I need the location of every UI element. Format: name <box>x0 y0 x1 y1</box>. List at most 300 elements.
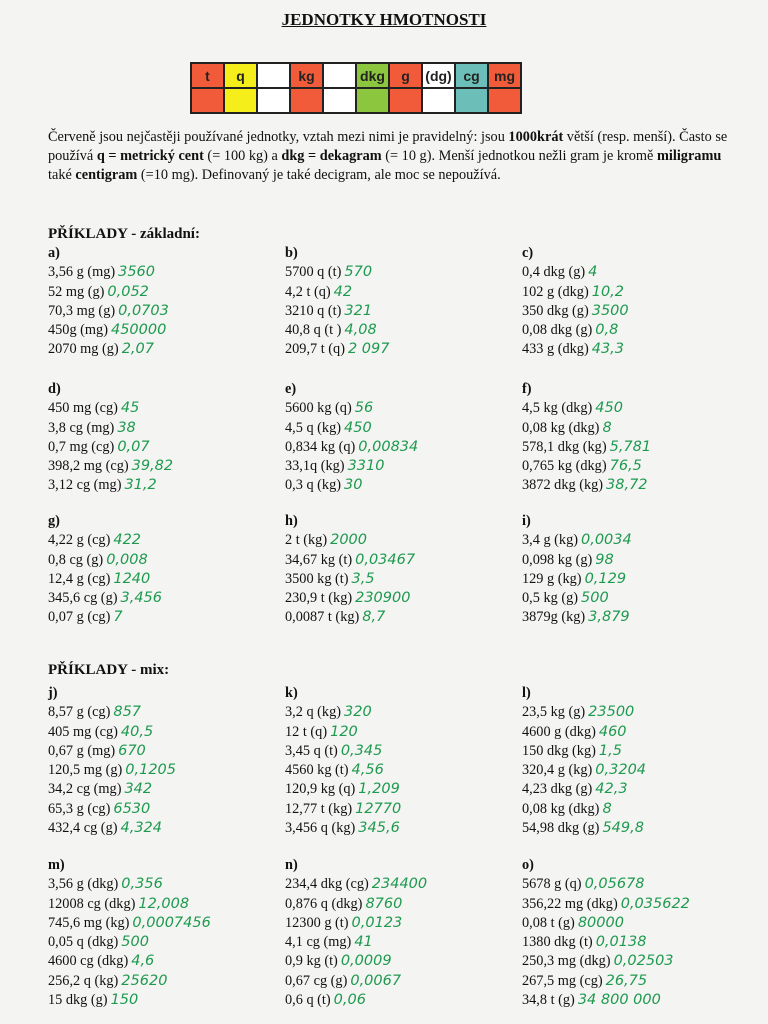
exercise-question: 3210 q (t) <box>285 302 342 319</box>
handwritten-answer: 3560 <box>118 264 156 281</box>
exercise-row <box>48 875 211 894</box>
exercise-question: 3,8 cg (mg) <box>48 419 115 436</box>
exercise-row <box>522 972 690 991</box>
exercise-question: 52 mg (g) <box>48 283 105 300</box>
exercise-row <box>522 895 690 914</box>
exercise-question: 34,8 t (g) <box>522 992 575 1009</box>
exercise-block <box>522 856 690 1010</box>
exercise-question: 0,834 kg (q) <box>285 438 356 455</box>
handwritten-answer: 26,75 <box>605 972 648 989</box>
exercise-row <box>285 476 418 495</box>
intro-bold: centigram <box>75 167 138 183</box>
exercise-row <box>522 952 690 971</box>
handwritten-answer: 12770 <box>355 800 402 817</box>
unit-cell-color <box>389 88 422 113</box>
handwritten-answer: 30 <box>344 477 363 494</box>
handwritten-answer: 570 <box>344 264 373 281</box>
exercise-question: 0,5 kg (g) <box>522 590 578 607</box>
exercise-row <box>48 438 173 457</box>
exercise-question: 2 t (kg) <box>285 532 328 549</box>
exercise-question: 0,05 q (dkg) <box>48 934 119 951</box>
unit-color-row <box>191 88 521 113</box>
exercise-row <box>285 723 401 742</box>
exercise-label: j) <box>48 685 58 701</box>
exercise-row <box>48 302 169 321</box>
intro-paragraph <box>48 128 738 185</box>
handwritten-answer: 0,035622 <box>620 895 690 912</box>
exercise-row <box>522 399 651 418</box>
unit-scale-table <box>190 62 522 114</box>
exercise-row <box>48 457 173 476</box>
exercise-question: 433 g (dkg) <box>522 341 589 358</box>
exercise-row <box>522 933 690 952</box>
exercise-question: 230,9 t (kg) <box>285 590 353 607</box>
exercise-block <box>285 380 418 496</box>
handwritten-answer: 670 <box>118 742 146 759</box>
exercise-question: 129 g (kg) <box>522 570 582 587</box>
exercise-block <box>285 244 389 360</box>
exercise-row <box>285 761 401 780</box>
unit-cell-label: dkg <box>356 63 389 88</box>
handwritten-answer: 8760 <box>365 895 403 912</box>
unit-cell-label: kg <box>290 63 323 88</box>
unit-cell-color <box>191 88 224 113</box>
handwritten-answer: 38,72 <box>606 477 648 494</box>
exercise-block <box>48 856 211 1010</box>
exercise-row <box>48 283 169 302</box>
exercise-block <box>522 684 646 838</box>
handwritten-answer: 0,00834 <box>358 438 419 455</box>
exercise-row <box>522 608 632 627</box>
exercise-label: b) <box>285 245 298 261</box>
handwritten-answer: 4,6 <box>131 953 155 970</box>
exercise-row <box>285 991 427 1010</box>
handwritten-answer: 31,2 <box>124 477 157 494</box>
unit-cell-label: t <box>191 63 224 88</box>
exercise-label: m) <box>48 857 65 873</box>
unit-cell-color <box>224 88 257 113</box>
exercise-question: 0,07 g (cg) <box>48 609 111 626</box>
section-heading-mix <box>48 662 169 679</box>
exercise-row <box>522 531 632 550</box>
exercise-question: 2070 mg (g) <box>48 341 119 358</box>
exercise-question: 65,3 g (cg) <box>48 800 111 817</box>
handwritten-answer: 38 <box>117 419 136 436</box>
handwritten-answer: 0,03467 <box>355 551 416 568</box>
handwritten-answer: 150 <box>110 992 139 1009</box>
handwritten-answer: 42 <box>333 283 353 300</box>
intro-text: Červeně jsou nejčastěji používané jednotky, vztah mezi nimi je pravidelný: jsou <box>48 129 509 145</box>
exercise-block <box>48 684 176 838</box>
exercise-question: 8,57 g (cg) <box>48 704 111 721</box>
handwritten-answer: 3310 <box>347 458 385 475</box>
exercise-label: e) <box>285 381 297 397</box>
unit-cell-color <box>356 88 389 113</box>
exercise-question: 450g (mg) <box>48 322 108 339</box>
exercise-row <box>285 551 415 570</box>
handwritten-answer: 0,0067 <box>350 972 402 989</box>
exercise-row <box>48 742 176 761</box>
exercise-row <box>285 570 415 589</box>
handwritten-answer: 857 <box>113 704 142 721</box>
handwritten-answer: 321 <box>344 302 373 319</box>
exercise-row <box>48 895 211 914</box>
exercise-row <box>285 952 427 971</box>
exercise-question: 4,1 cg (mg) <box>285 934 352 951</box>
exercise-row <box>285 321 389 340</box>
exercise-question: 250,3 mg (dkg) <box>522 953 611 970</box>
exercise-question: 23,5 kg (g) <box>522 704 586 721</box>
exercise-row <box>522 302 629 321</box>
exercise-question: 102 g (dkg) <box>522 283 589 300</box>
handwritten-answer: 234400 <box>371 876 428 893</box>
exercise-question: 0,67 cg (g) <box>285 972 348 989</box>
handwritten-answer: 4,324 <box>120 820 162 837</box>
handwritten-answer: 76,5 <box>609 458 642 475</box>
exercise-row <box>285 895 427 914</box>
handwritten-answer: 1,5 <box>598 742 622 759</box>
exercise-question: 578,1 dkg (kg) <box>522 438 607 455</box>
exercise-row <box>522 551 632 570</box>
exercise-question: 4,2 t (q) <box>285 283 331 300</box>
exercise-row <box>522 419 651 438</box>
exercise-question: 209,7 t (q) <box>285 341 345 358</box>
exercise-question: 1380 dkg (t) <box>522 934 593 951</box>
exercise-row <box>48 952 211 971</box>
exercise-question: 4600 g (dkg) <box>522 723 596 740</box>
exercise-question: 0,3 q (kg) <box>285 477 341 494</box>
handwritten-answer: 8 <box>602 419 612 436</box>
handwritten-answer: 345,6 <box>358 820 400 837</box>
handwritten-answer: 0,8 <box>595 322 619 339</box>
handwritten-answer: 41 <box>354 934 373 951</box>
handwritten-answer: 0,07 <box>117 438 150 455</box>
intro-text: větší (resp. menší). Často se používá <box>48 129 728 164</box>
exercise-label: k) <box>285 685 298 701</box>
exercise-question: 150 dkg (kg) <box>522 742 596 759</box>
exercise-label: d) <box>48 381 61 397</box>
exercise-question: 356,22 mg (dkg) <box>522 895 618 912</box>
exercise-row <box>48 340 169 359</box>
exercise-question: 745,6 mg (kg) <box>48 914 130 931</box>
section-title: PŘÍKLADY - <box>48 226 140 242</box>
handwritten-answer: 120 <box>330 723 358 740</box>
exercise-row <box>522 742 646 761</box>
exercise-row <box>48 723 176 742</box>
exercise-question: 4600 cg (dkg) <box>48 953 129 970</box>
exercise-question: 3,56 g (mg) <box>48 264 116 281</box>
exercise-question: 34,67 kg (t) <box>285 551 353 568</box>
exercise-question: 120,9 kg (q) <box>285 781 356 798</box>
handwritten-answer: 0,0034 <box>581 532 632 549</box>
handwritten-answer: 0,0138 <box>595 934 647 951</box>
exercise-row <box>285 589 415 608</box>
exercise-row <box>522 263 629 282</box>
exercise-question: 4,5 kg (dkg) <box>522 400 593 417</box>
exercise-question: 0,67 g (mg) <box>48 742 116 759</box>
exercise-row <box>285 263 389 282</box>
exercise-question: 320,4 g (kg) <box>522 762 593 779</box>
handwritten-answer: 8 <box>602 800 612 817</box>
exercise-row <box>522 991 690 1010</box>
handwritten-answer: 43,3 <box>591 341 625 358</box>
exercise-question: 345,6 cg (g) <box>48 590 118 607</box>
exercise-question: 12300 g (t) <box>285 914 349 931</box>
exercise-question: 3872 dkg (kg) <box>522 477 604 494</box>
intro-text: také <box>48 167 76 183</box>
unit-label-row <box>191 63 521 88</box>
handwritten-answer: 98 <box>595 551 614 568</box>
handwritten-answer: 0,0703 <box>118 302 169 319</box>
exercise-question: 0,08 dkg (g) <box>522 322 593 339</box>
exercise-question: 405 mg (cg) <box>48 723 118 740</box>
exercise-question: 3500 kg (t) <box>285 570 349 587</box>
exercise-row <box>48 780 176 799</box>
exercise-question: 40,8 q (t ) <box>285 322 342 339</box>
handwritten-answer: 1240 <box>113 570 151 587</box>
exercise-question: 5600 kg (q) <box>285 400 352 417</box>
exercise-row <box>285 933 427 952</box>
exercise-label: a) <box>48 245 60 261</box>
exercise-question: 0,7 mg (cg) <box>48 438 115 455</box>
exercise-label: o) <box>522 857 534 873</box>
exercise-block <box>285 512 415 628</box>
handwritten-answer: 4,08 <box>344 322 377 339</box>
exercise-question: 350 dkg (g) <box>522 302 589 319</box>
exercise-row <box>48 703 176 722</box>
exercise-label: c) <box>522 245 534 261</box>
handwritten-answer: 2000 <box>330 532 367 549</box>
exercise-question: 0,4 dkg (g) <box>522 264 586 281</box>
handwritten-answer: 0,356 <box>121 876 163 893</box>
handwritten-answer: 0,3204 <box>595 762 647 779</box>
exercise-row <box>285 875 427 894</box>
exercise-question: 4560 kg (t) <box>285 762 349 779</box>
handwritten-answer: 40,5 <box>120 723 154 740</box>
exercise-row <box>522 761 646 780</box>
handwritten-answer: 2,07 <box>121 341 154 358</box>
handwritten-answer: 0,1205 <box>125 762 177 779</box>
exercise-question: 432,4 cg (g) <box>48 820 118 837</box>
exercise-row <box>522 819 646 838</box>
exercise-block <box>48 512 162 628</box>
exercise-question: 398,2 mg (cg) <box>48 458 129 475</box>
exercise-question: 3,45 q (t) <box>285 742 338 759</box>
handwritten-answer: 450 <box>595 400 623 417</box>
exercise-row <box>522 321 629 340</box>
unit-cell-color <box>455 88 488 113</box>
exercise-row <box>285 742 401 761</box>
exercise-block <box>522 244 629 360</box>
exercise-block <box>285 684 401 838</box>
exercise-label: g) <box>48 513 60 529</box>
exercise-question: 256,2 q (kg) <box>48 972 119 989</box>
exercise-row <box>522 780 646 799</box>
section-title: PŘÍKLADY - <box>48 662 140 678</box>
exercise-question: 0,08 kg (dkg) <box>522 800 600 817</box>
exercise-question: 3,12 cg (mg) <box>48 477 122 494</box>
exercise-row <box>285 608 415 627</box>
exercise-block <box>522 512 632 628</box>
exercise-row <box>285 703 401 722</box>
handwritten-answer: 230900 <box>355 590 411 607</box>
exercise-row <box>285 302 389 321</box>
exercise-question: 4,22 g (cg) <box>48 532 111 549</box>
handwritten-answer: 7 <box>113 609 123 626</box>
handwritten-answer: 3,5 <box>351 570 375 587</box>
handwritten-answer: 0,129 <box>584 570 627 587</box>
handwritten-answer: 8,7 <box>362 609 386 626</box>
exercise-row <box>285 438 418 457</box>
intro-text: (= 100 kg) a <box>203 148 282 164</box>
exercise-row <box>522 438 651 457</box>
exercise-question: 4,5 q (kg) <box>285 419 341 436</box>
exercise-block <box>48 244 169 360</box>
exercise-question: 0,6 q (t) <box>285 992 331 1009</box>
unit-cell-color <box>290 88 323 113</box>
intro-bold: miligramu <box>656 148 722 164</box>
exercise-row <box>522 800 646 819</box>
exercise-question: 12008 cg (dkg) <box>48 895 136 912</box>
page-title: JEDNOTKY HMOTNOSTI <box>281 10 487 29</box>
exercise-question: 12 t (q) <box>285 723 328 740</box>
exercise-row <box>48 589 162 608</box>
exercise-row <box>48 800 176 819</box>
exercise-row <box>48 608 162 627</box>
exercise-row <box>285 457 418 476</box>
handwritten-answer: 0,008 <box>106 551 148 568</box>
exercise-question: 3,4 g (kg) <box>522 532 578 549</box>
exercise-question: 54,98 dkg (g) <box>522 820 600 837</box>
exercise-row <box>48 321 169 340</box>
intro-text: (=10 mg). Definovaný je také decigram, ale moc se nepoužívá. <box>137 167 501 183</box>
exercise-block <box>522 380 651 496</box>
exercise-row <box>48 476 173 495</box>
exercise-row <box>285 914 427 933</box>
exercise-question: 0,08 kg (dkg) <box>522 419 600 436</box>
exercise-question: 4,23 dkg (g) <box>522 781 593 798</box>
unit-cell-label: cg <box>455 63 488 88</box>
unit-cell-color <box>488 88 521 113</box>
section-heading-basic <box>48 226 200 243</box>
exercise-row <box>285 800 401 819</box>
handwritten-answer: 80000 <box>577 914 624 931</box>
exercise-row <box>285 399 418 418</box>
exercise-row <box>48 551 162 570</box>
exercise-row <box>522 340 629 359</box>
exercise-row <box>48 399 173 418</box>
exercise-question: 3,56 g (dkg) <box>48 876 119 893</box>
exercise-row <box>285 972 427 991</box>
exercise-question: 267,5 mg (cg) <box>522 972 603 989</box>
section-subtitle: základní: <box>139 226 200 242</box>
exercise-question: 0,08 t (g) <box>522 914 575 931</box>
section-subtitle: mix: <box>139 662 170 678</box>
handwritten-answer: 39,82 <box>131 458 174 475</box>
exercise-label: h) <box>285 513 298 529</box>
exercise-row <box>48 819 176 838</box>
unit-cell-label: mg <box>488 63 521 88</box>
unit-cell-color <box>422 88 455 113</box>
exercise-row <box>285 780 401 799</box>
unit-cell-label: q <box>224 63 257 88</box>
handwritten-answer: 450000 <box>110 322 167 339</box>
exercise-question: 5678 g (q) <box>522 876 582 893</box>
exercise-question: 450 mg (cg) <box>48 400 118 417</box>
exercise-row <box>522 723 646 742</box>
exercise-row <box>48 570 162 589</box>
exercise-row <box>48 531 162 550</box>
handwritten-answer: 450 <box>344 419 372 436</box>
exercise-row <box>522 914 690 933</box>
exercise-row <box>285 340 389 359</box>
exercise-block <box>48 380 173 496</box>
handwritten-answer: 34 800 000 <box>577 992 661 1009</box>
exercise-row <box>522 476 651 495</box>
intro-text: (= 10 g). Menší jednotkou nežli gram je kromě <box>381 148 657 164</box>
handwritten-answer: 25620 <box>121 972 168 989</box>
handwritten-answer: 2 097 <box>347 341 390 358</box>
unit-cell-color <box>323 88 356 113</box>
unit-cell-color <box>257 88 290 113</box>
handwritten-answer: 3,456 <box>120 590 162 607</box>
handwritten-answer: 0,0007456 <box>132 914 211 931</box>
handwritten-answer: 0,05678 <box>584 876 645 893</box>
exercise-row <box>48 933 211 952</box>
exercise-question: 120,5 mg (g) <box>48 762 123 779</box>
handwritten-answer: 0,0123 <box>351 914 403 931</box>
handwritten-answer: 460 <box>598 723 627 740</box>
exercise-question: 0,9 kg (t) <box>285 953 338 970</box>
handwritten-answer: 23500 <box>588 704 635 721</box>
exercise-question: 33,1q (kg) <box>285 458 345 475</box>
exercise-row <box>522 457 651 476</box>
exercise-question: 5700 q (t) <box>285 264 342 281</box>
exercise-question: 12,4 g (cg) <box>48 570 111 587</box>
handwritten-answer: 6530 <box>113 800 151 817</box>
handwritten-answer: 320 <box>344 704 372 721</box>
handwritten-answer: 549,8 <box>602 820 644 837</box>
handwritten-answer: 42,3 <box>595 781 628 798</box>
handwritten-answer: 500 <box>121 934 149 951</box>
intro-bold: dkg = dekagram <box>281 148 382 164</box>
handwritten-answer: 12,008 <box>138 895 190 912</box>
handwritten-answer: 4,56 <box>351 762 384 779</box>
handwritten-answer: 0,0009 <box>340 953 392 970</box>
unit-cell-label: g <box>389 63 422 88</box>
exercise-label: f) <box>522 381 532 397</box>
exercise-question: 15 dkg (g) <box>48 992 108 1009</box>
exercise-question: 3,456 q (kg) <box>285 820 356 837</box>
exercise-row <box>522 875 690 894</box>
exercise-question: 34,2 cg (mg) <box>48 781 122 798</box>
unit-cell-label <box>257 63 290 88</box>
exercise-row <box>285 283 389 302</box>
exercise-row <box>48 761 176 780</box>
exercise-row <box>285 531 415 550</box>
exercise-row <box>285 419 418 438</box>
exercise-question: 234,4 dkg (cg) <box>285 876 369 893</box>
exercise-row <box>522 283 629 302</box>
exercise-row <box>522 703 646 722</box>
exercise-label: i) <box>522 513 531 529</box>
handwritten-answer: 5,781 <box>609 438 652 455</box>
handwritten-answer: 422 <box>113 532 142 549</box>
handwritten-answer: 1,209 <box>358 781 400 798</box>
exercise-row <box>48 263 169 282</box>
handwritten-answer: 0,06 <box>333 992 366 1009</box>
exercise-question: 0,8 cg (g) <box>48 551 104 568</box>
